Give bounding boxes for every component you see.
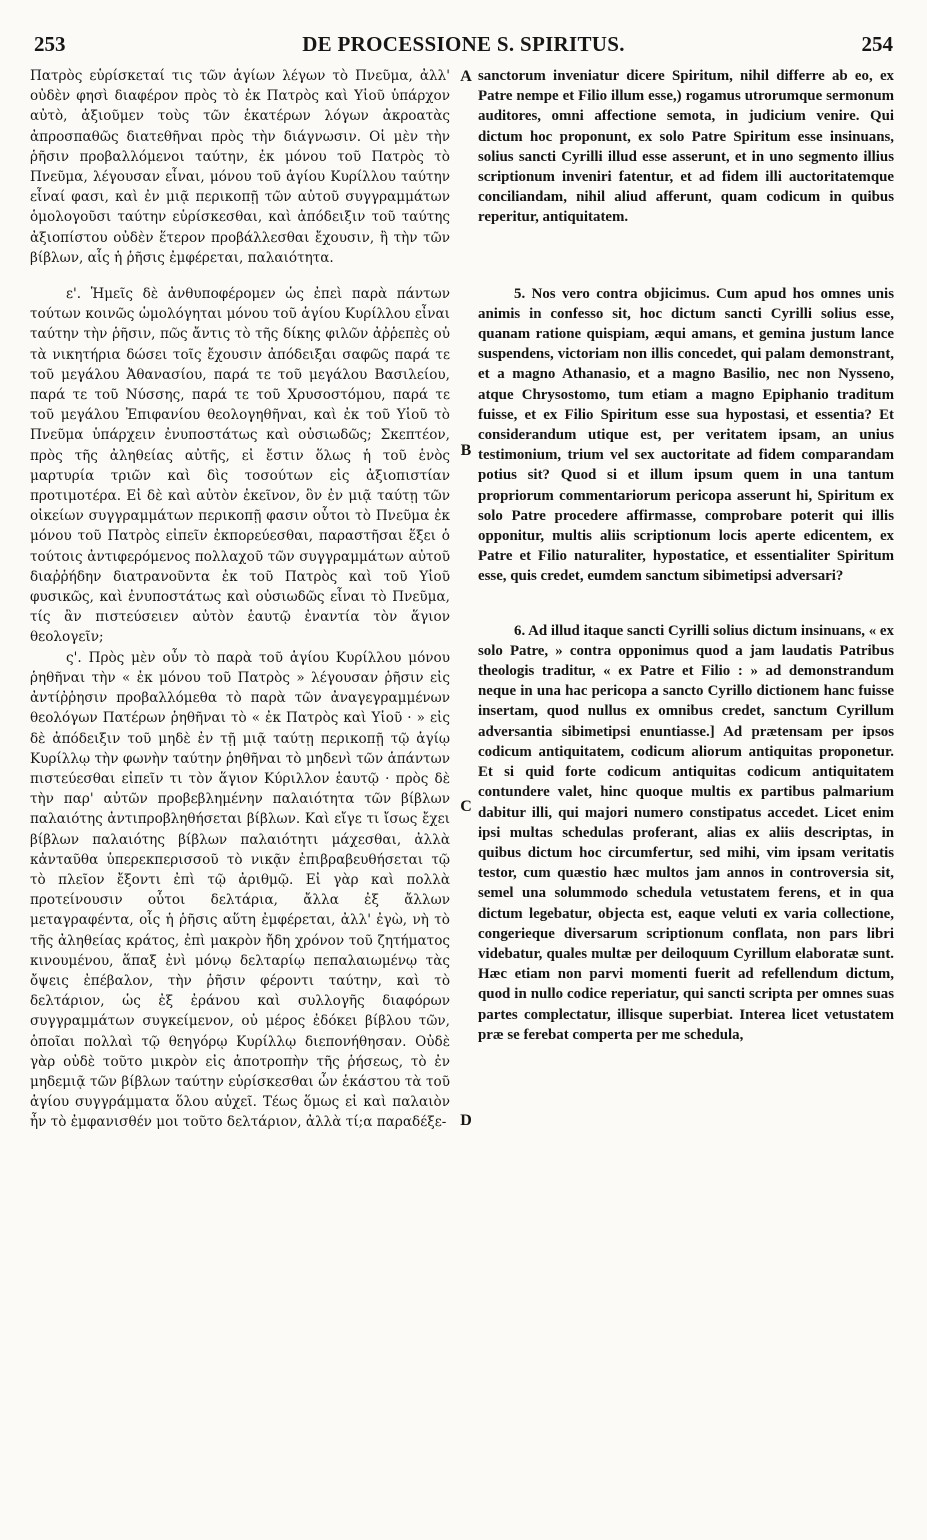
running-header — [30, 32, 897, 60]
latin-column — [478, 66, 894, 1528]
margin-marker-d: D — [460, 1112, 472, 1129]
running-title: DE PROCESSIONE S. SPIRITUS. — [302, 32, 625, 56]
margin-marker-c: C — [460, 798, 472, 815]
latin-paragraph-1: sanctorum inveniatur dicere Spiritum, nihil differre ab eo, ex Patre nempe et Filio illum esse,) rogamus utrorumque sermonum auditores, omni affectione semota, in judicium venire. Qui dictum hoc proponunt, ex solo Patre Spiritum esse insinuans, solius sancti Cyrilli illud esse asserunt, et in uno segmento illius scriptionum inveniri fatentur, et ad fidem illi auctoritatemque conciliandam, nihil aliud afferunt, quam codicum in quibus reperitur, antiquitatem. — [478, 68, 894, 226]
page-number-right: 254 — [861, 32, 893, 56]
latin-paragraph-5: 5. Nos vero contra objicimus. Cum apud hos omnes unis animis in confesso sit, hoc dictum sancti Cyrilli solius esse, quanam ratione quispiam, æqui amans, et gemina justum lance suspendens, victoriam non illis concedet, qui palam demonstrant, et a magno Athanasio, et a magno Basilio, nec non Nysseno, atque Chrysostomo, tum etiam a magno Epiphanio traditum fuisse, et ex Filio Spiritum esse sua hypostasi, et essentia? Et considerandum utique est, per veritatem ipsam, an unius testimonium, trium vel sex auctoritate ad fidem comparandam potius sit? Quod si et illum ipsum quem in una tantum propriorum commentariorum pericopa asserunt hi, Spiritum ex solo Patre procedere affirmasse, comprobare poterit qui illis opponitur, multis aliis scriptionum locis aperte edicentem, ex Patre et Filio naturaliter, hypostatice, et essentialiter Spiritum esse, quis credet, eumdem sanctum sibimetipsi adversari? — [478, 285, 894, 585]
page-number-left: 253 — [34, 32, 66, 56]
greek-column — [30, 66, 450, 1528]
greek-paragraph-6: ς'. Πρὸς μὲν οὖν τὸ παρὰ τοῦ ἁγίου Κυρίλλου μόνου ῥηθῆναι τὴν « ἐκ μόνου τοῦ Πατρὸς » λέγουσαν ῥῆσιν εἰς ἀντίῤῥησιν προβαλλόμεθα τὸ παρὰ τῶν ἀναγεγραμμένων θεολόγων Πατέρων ῥηθῆναι τὸ « ἐκ Πατρὸς καὶ Υἱοῦ · » εἰς δὲ ἀπόδειξιν τοῦ μηδὲ ἐν τῇ μιᾷ ταύτῃ περικοπῇ τῷ ἁγίῳ Κυρίλλῳ τὴν φωνὴν ταύτην ῥηθῆναι τὸ μηδενὶ τῶν ἁπάντων πιστεύεσθαι εἰπεῖν τι τὸν ἅγιον Κύριλλον ἑαυτῷ · πρὸς δὲ τὴν παρ' αὐτῶν προβεβλημένην παλαιότητα τῶν βίβλων παλαιότης ἀντιπροβληθήσεται βίβλων. Καὶ εἴγε τι ἴσως ἔχει βίβλων παλαιότης βίβλων παλαιότητι μάχεσθαι, ἀλλὰ κἀνταῦθα ὑπερεκπερισσοῦ τὸ νικᾷν ἐπιβραβευθήσεται τῷ τὸ πλεῖον ἔξοντι ἐπὶ τῷ ἀριθμῷ. Εἰ γὰρ καὶ πολλὰ προτείνουσιν οὗτοι δελτάρια, ἄλλα ἐξ ἄλλων μεταγραφέντα, οἷς ἡ ῥῆσις αὕτη ἐμφέρεται, ἀλλ' ἐγὼ, νὴ τὸ τῆς ἀληθείας κράτος, ἐπὶ μακρὸν ἤδη χρόνον τοῦ ζητήματος κινουμένου, ἅπαξ ἐνὶ μόνῳ δελταρίῳ πεπαλαιωμένῳ τὰς ὄψεις ἐπέβαλον, τὴν ῥῆσιν φέροντι ταύτην, καὶ τὸ δελτάριον, ὡς ἐξ ἐράνου καὶ συλλογῆς διαφόρων συγγραμμάτων συγκείμενον, οὐ μέρος ἐδόκει βίβλου τῶν, ὁποῖαι πολλαὶ τῷ θεηγόρῳ Κυρίλλῳ διεπονήθησαν. Οὐδὲ γὰρ οὐδὲ τοῦτο μικρὸν εἰς ἀποτροπὴν τῆς ῥήσεως, τὸ ἐν μηδεμιᾷ τῶν βίβλων ταύτην εὑρίσκεσθαι ὧν ἑκάστου τὰ τοῦ ἁγίου συγγράμματα ὅλου αὐχεῖ. Τέως ὅμως εἰ καὶ παλαιὸν ἦν τὸ ἐμφανισθέν μοι τοῦτο δελτάριον, ἀλλὰ τί;α παραδέξε- — [30, 649, 450, 1131]
greek-paragraph-1: Πατρὸς εὑρίσκεταί τις τῶν ἁγίων λέγων τὸ Πνεῦμα, ἀλλ' οὐδὲν φησὶ διαφέρον πρὸς τὸ ἐκ Πατρὸς καὶ Υἱοῦ ὑπάρχον αὐτὸ, ἀξιοῦμεν τοὺς τῶν ἑκατέρων λόγων ἀκροατὰς ἀπροσπαθῶς διατεθῆναι πρὸς τὴν διάγνωσιν. Οἱ μὲν τὴν ῥῆσιν προβαλλόμενοι ταύτην, ἐκ μόνου τοῦ Πατρὸς τὸ Πνεῦμα, λέγουσαν εἶναι, μόνου τοῦ ἁγίου Κυρίλλου ταύτην εἶναί φασι, καὶ ἐν μιᾷ περικοπῇ τῶν αὐτοῦ συγγραμμάτων ὁμολογοῦσι ταύτην εὑρίσκεσθαι, καὶ ἀπόδειξιν τοῦ ταύτης ἀξιοπίστου οὐδὲν ἕτερον προβάλλεσθαι ἔχουσιν, ἢ τὴν τῶν βίβλων, αἷς ἡ ῥῆσις ἐμφέρεται, παλαιότητα. — [30, 68, 450, 266]
latin-paragraph-6: 6. Ad illud itaque sancti Cyrilli solius dictum insinuans, « ex solo Patre, » contra opponimus quod a jam laudatis Patribus theologis traditur, « ex Patre et Filio : » ad demonstrandum neque in una hac pericopa a sancto Cyrillo dictionem hanc fuisse insertam, quod nullus ex omnibus credet, sanctum Cyrillum adversantia sibimetipsi enuntiasse.] Ad prætensam per ipsos codicum antiquitatem, codicum aliorum antiquitas proponetur. Et si quid forte codicum antiquitas codicum antiquitatem contundere valet, hinc quoque multis ex partibus palmarium dabitur illi, qui majori numero constipatus accedet. Licet enim ipsi multas schedulas proferant, alias ex aliis descriptas, in quibus dictum hoc circumfertur, sed mihi, vim ipsam veritatis testor, cum quæstio hæc multos jam annos in controversia sit, semel una solummodo schedula vetustatem ferens, et in qua dictum legebatur, objecta est, eaque veluti ex varia collectione, congerieque diversarum scriptionum conflata, non pars libri videbatur, quales multæ per deiloquum Cyrillum elaboratæ sunt. Hæc etiam non parvi momenti fuerit ad refellendum dictum, quod in nullo codice reperiatur, qui sancti scripta per omnes suas partes complectatur, illisque superbiat. Interea licet vetustatem præ se ferebat comperta per me schedula, — [478, 622, 894, 1043]
greek-paragraph-5: ε'. Ἡμεῖς δὲ ἀνθυποφέρομεν ὡς ἐπεὶ παρὰ πάντων τούτων κοινῶς ὡμολόγηται μόνου τοῦ ἁγίου Κυρίλλου εἶναι ταύτην τὴν ῥῆσιν, πῶς ἄντις τὸ τῆς δίκης φιλῶν ἀῤῥεπὲς οὐ τὰ νικητήρια δώσει τοῖς ἔχουσιν ἀπόδειξαι σαφῶς παρά τε τοῦ μεγάλου Ἀθανασίου, παρά τε τοῦ μεγάλου Βασιλείου, παρά τε τοῦ Νύσσης, παρά τε τοῦ Χρυσοστόμου, παρά τε τοῦ μεγάλου Ἐπιφανίου θεολογηθῆναι, καὶ ἐκ τοῦ Υἱοῦ τὸ Πνεῦμα ὑπάρχειν ἐνυποστάτως καὶ οὐσιωδῶς; Σκεπτέον, πρὸς τῆς ἀληθείας αὐτῆς, εἰ ἔστιν ὅλως ἡ τοῦ ἑνὸς μαρτυρία τριῶν καὶ δὶς τοσούτων εἰς ἀξιοπιστίαν προτιμοτέρα. Εἰ δὲ καὶ αὐτὸν ἐκεῖνον, ὃν ἐν μιᾷ ταύτῃ τῶν οἰκείων συγγραμμάτων περικοπῇ φασιν οὗτοι τὸ Πνεῦμα ἐκ μόνου τοῦ Πατρὸς εἰπεῖν ἐκπορεύεσθαι, παραστῆσαι ἕξει ὁ τούτοις ἀντιφερόμενος πολλαχοῦ τῶν συγγραμμάτων αὐτοῦ διαῤῥήδην διατρανοῦντα ἐκ τοῦ Πατρὸς καὶ τοῦ Υἱοῦ φυσικῶς, καὶ ἐνυποστάτως καὶ οὐσιωδῶς εἶναι τὸ Πνεῦμα, τίς ἂν πιστεύσειεν αὐτὸν ἑαυτῷ ἐναντία τὸν ἅγιον θεολογεῖν; — [30, 286, 450, 646]
margin-marker-a: A — [460, 68, 472, 85]
margin-marker-b: B — [460, 442, 472, 459]
